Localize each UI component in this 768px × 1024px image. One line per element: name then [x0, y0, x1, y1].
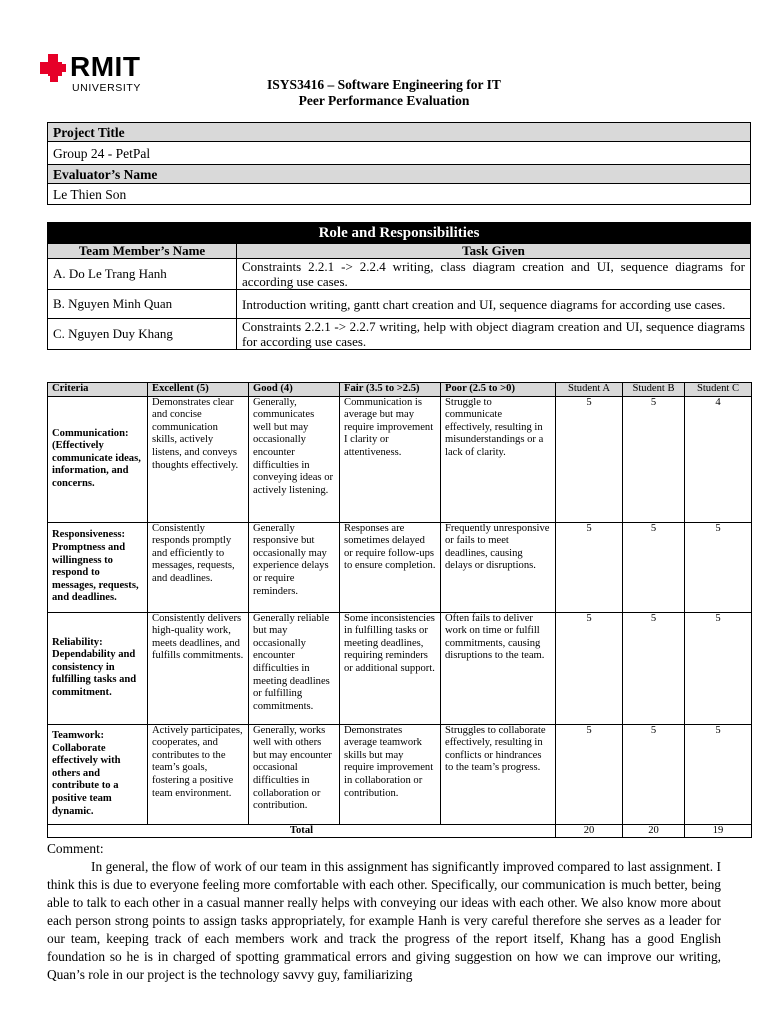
- score-student-b: 5: [623, 522, 685, 612]
- rubric-header: Student C: [685, 383, 752, 397]
- member-name: A. Do Le Trang Hanh: [48, 259, 237, 290]
- roles-col-member: Team Member’s Name: [48, 244, 237, 259]
- rubric-header: Fair (3.5 to >2.5): [340, 383, 441, 397]
- rubric-row: [48, 724, 752, 824]
- roles-col-task: Task Given: [237, 244, 751, 259]
- rubric-poor: Frequently unresponsive or fails to meet deadlines, causing delays or disruptions.: [441, 522, 556, 612]
- rubric-criteria: Responsiveness: Promptness and willingness to respond to messages, requests, and deadlines.: [48, 522, 148, 612]
- rubric-poor: Struggles to collaborate effectively, resulting in conflicts or hindrances to the team’s progress.: [441, 724, 556, 824]
- project-info-table: [47, 122, 751, 205]
- rubric-row: [48, 522, 752, 612]
- score-student-c: 5: [685, 612, 752, 724]
- rubric-fair: Demonstrates average teamwork skills but may require improvement in collaboration or contribution.: [340, 724, 441, 824]
- rubric-good: Generally reliable but may occasionally encounter difficulties in meeting deadlines or fulfilling commitments.: [249, 612, 340, 724]
- role-row: [48, 259, 751, 290]
- rubric-excellent: Consistently delivers high-quality work, meets deadlines, and fulfills commitments.: [148, 612, 249, 724]
- evaluator-label: Evaluator’s Name: [48, 165, 751, 184]
- rubric-criteria: Reliability: Dependability and consistency in fulfilling tasks and commitment.: [48, 612, 148, 724]
- rubric-header: Poor (2.5 to >0): [441, 383, 556, 397]
- score-student-b: 5: [623, 724, 685, 824]
- rubric-header: Student A: [556, 383, 623, 397]
- total-label: Total: [48, 824, 556, 838]
- member-task: Constraints 2.2.1 -> 2.2.4 writing, class diagram creation and UI, sequence diagrams for according use cases.: [237, 259, 751, 290]
- rubric-header: Excellent (5): [148, 383, 249, 397]
- rubric-excellent: Actively participates, cooperates, and contributes to the team’s goals, fostering a positive team environment.: [148, 724, 249, 824]
- score-student-a: 5: [556, 612, 623, 724]
- member-task: Introduction writing, gantt chart creation and UI, sequence diagrams for according use cases.: [237, 290, 751, 319]
- project-title-value: Group 24 - PetPal: [48, 142, 751, 165]
- rubric-excellent: Demonstrates clear and concise communication skills, actively listens, and conveys thoughts effectively.: [148, 396, 249, 522]
- rubric-good: Generally, communicates well but may occasionally encounter difficulties in conveying ideas or actively listening.: [249, 396, 340, 522]
- role-row: [48, 319, 751, 350]
- logo-wordmark: RMIT: [70, 51, 141, 82]
- logo-subtitle: UNIVERSITY: [72, 82, 142, 94]
- rubric-table: [47, 382, 752, 838]
- roles-table: [47, 222, 751, 350]
- member-task: Constraints 2.2.1 -> 2.2.7 writing, help with object diagram creation and UI, sequence diagrams for according use cases.: [237, 319, 751, 350]
- score-student-a: 5: [556, 522, 623, 612]
- rubric-fair: Responses are sometimes delayed or require follow-ups to ensure completion.: [340, 522, 441, 612]
- rubric-excellent: Consistently responds promptly and efficiently to messages, requests, and deadlines.: [148, 522, 249, 612]
- rubric-row: [48, 396, 752, 522]
- document-title: Peer Performance Evaluation: [298, 93, 470, 108]
- rubric-fair: Some inconsistencies in fulfilling tasks or meeting deadlines, requiring reminders or additional support.: [340, 612, 441, 724]
- score-student-b: 5: [623, 396, 685, 522]
- roles-title: Role and Responsibilities: [48, 223, 751, 244]
- rubric-header: Criteria: [48, 383, 148, 397]
- total-student-a: 20: [556, 824, 623, 838]
- score-student-c: 5: [685, 522, 752, 612]
- project-title-label: Project Title: [48, 123, 751, 142]
- rubric-criteria: Communication: (Effectively communicate ideas, information, and concerns.: [48, 396, 148, 522]
- comment-section: [47, 840, 721, 984]
- total-student-c: 19: [685, 824, 752, 838]
- member-name: B. Nguyen Minh Quan: [48, 290, 237, 319]
- rubric-header: Good (4): [249, 383, 340, 397]
- course-title: ISYS3416 – Software Engineering for IT: [267, 77, 501, 92]
- total-row: [48, 824, 752, 838]
- comment-label: Comment:: [47, 841, 104, 856]
- rubric-fair: Communication is average but may require improvement I clarity or attentiveness.: [340, 396, 441, 522]
- score-student-c: 4: [685, 396, 752, 522]
- comment-body: In general, the flow of work of our team in this assignment has significantly improved compared to last assignment. I think this is due to everyone feeling more comfortable with each other. Specifically, our communication is much better, being able to talk to each other in a casual manner really helps with conveying our ideas with each other. We also know more about each person strong points to assign tasks appropriately, for example Hanh is very careful therefore she serves as a leader for our team, keeping track of each members work and track the progress of the report itself, Khang has a good English foundation so he is in charged of spotting grammatical errors and giving suggestion on how we can improve our writing, Quan’s role in our project is the technology savvy guy, familiarizing: [47, 859, 721, 982]
- score-student-b: 5: [623, 612, 685, 724]
- score-student-a: 5: [556, 724, 623, 824]
- rubric-criteria: Teamwork: Collaborate effectively with others and contribute to a positive team dynamic.: [48, 724, 148, 824]
- score-student-c: 5: [685, 724, 752, 824]
- rubric-row: [48, 612, 752, 724]
- total-student-b: 20: [623, 824, 685, 838]
- evaluator-value: Le Thien Son: [48, 184, 751, 205]
- rubric-good: Generally, works well with others but may encounter occasional difficulties in collaboration or contribution.: [249, 724, 340, 824]
- score-student-a: 5: [556, 396, 623, 522]
- rubric-poor: Struggle to communicate effectively, resulting in misunderstandings or a lack of clarity.: [441, 396, 556, 522]
- member-name: C. Nguyen Duy Khang: [48, 319, 237, 350]
- rubric-header: Student B: [623, 383, 685, 397]
- role-row: [48, 290, 751, 319]
- rubric-poor: Often fails to deliver work on time or fulfill commitments, causing disruptions to the team.: [441, 612, 556, 724]
- rubric-good: Generally responsive but occasionally may experience delays or require reminders.: [249, 522, 340, 612]
